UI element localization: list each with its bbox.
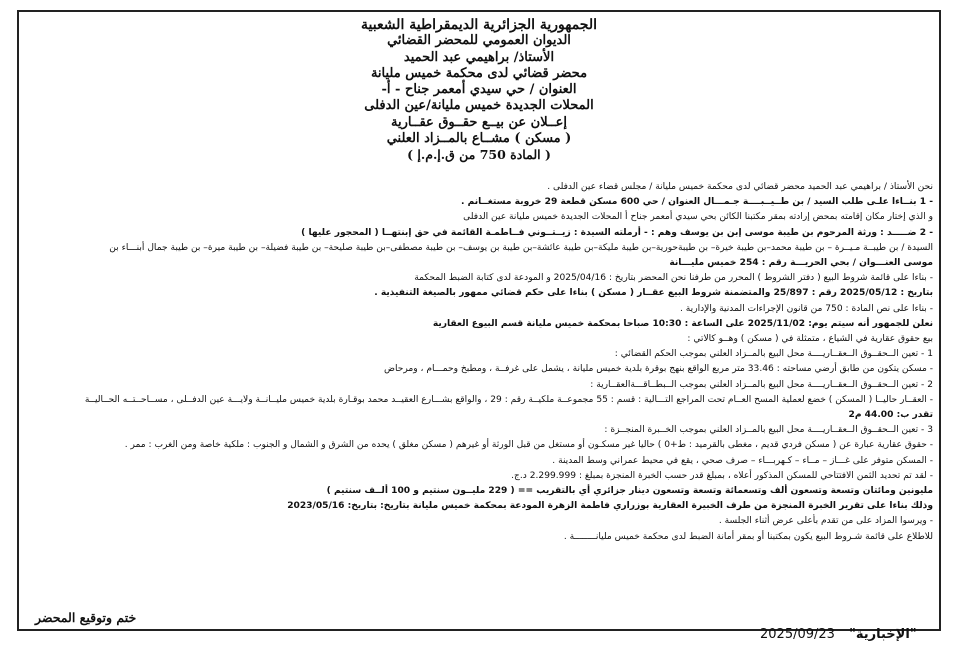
notice-frame <box>17 10 941 631</box>
header-article: ( المادة 750 من ق.إ.م.إ ) <box>407 147 551 163</box>
body-line: بيع حقوق عقارية في الشياع ، متمثلة في ( مسكن ) وهــو كالاتي : <box>687 334 933 345</box>
publication-footer <box>760 627 917 642</box>
header-announcement-subtitle: ( مسكن ) مشــاع بالمــزاد العلني <box>386 131 572 147</box>
body-line: بتاريخ : 2025/05/12 رقم : 25/897 والمتضمنة شروط البيع عقــار ( مسكن ) بناءا على حكم قضائي ممهور بالصيغة التنفيذية . <box>374 288 933 299</box>
body-line: نعلن للجمهور أنه سيتم يوم: 2025/11/02 على الساعة : 10:30 صباحا بمحكمة خميس مليانة قسم البيوع العقارية <box>432 318 933 329</box>
newspaper-name: "الإخبارية" <box>849 627 917 642</box>
body-line: - حقوق عقارية عبارة عن ( مسكن فردي قديم ، مغطى بالقرميد : ط+0 ) حاليا غير مسكـون أو مستغل من قبل الورثة أو غيرهم ( مسكن مغلق ) يحده من الشرق و الشمال و الجنوب : ملكية خاصة ومن الغرب : ممر . <box>124 440 933 451</box>
header-announcement-title: إعــلان عن بيــع حقــوق عقــارية <box>391 114 567 130</box>
header-republic: الجمهورية الجزائرية الديمقراطية الشعبية <box>360 17 597 33</box>
body-line: - بناءا على قائمة شروط البيع ( دفتر الشروط ) المحرر من طرفنا نحن المحضر بتاريخ : 2025/04/16 و المودعة لدى كتابة الضبط المحكمة <box>414 273 933 284</box>
body-line: - ويرسوا المزاد على من تقدم بأعلى عرض أثناء الجلسة . <box>718 516 933 527</box>
notice-body <box>24 180 933 545</box>
notice-header <box>19 17 939 164</box>
body-line: 3 - تعين الــحقــوق الــعقــاريــــة محل البيع بالمــزاد العلني بموجب الخــبرة المنجــزة : <box>604 425 933 436</box>
body-line: - لقد تم تحديد الثمن الافتتاحي للمسكن المذكور أعلاه ، بمبلغ قدر حسب الخبرة المنجزة بمبلغ : 2.299.999 د.ج. <box>511 470 933 481</box>
body-line: - بناءا على نص المادة : 750 من قانون الإجراءات المدنية والإدارية . <box>680 303 933 314</box>
body-line: - العقــار حاليــا ( المسكن ) خضع لعملية المسح العــام تحت المراجع التـــالية : قسم : 55 مجموعــة ملكيــة رقم : 29 ، والواقع بشـــارع العقيــد محمد بوقـارة بلدية خميس مليــانــة ولايـــة عين الدفــلى ، مســاحــتــه الحــاليــة <box>84 394 933 405</box>
header-court: محضر قضائي لدى محكمة خميس مليانة <box>370 65 588 81</box>
body-line: تقدر ب: 44.00 م2 <box>848 410 933 421</box>
body-line: موسى العنـــوان / بحي الحريـــة رقم : 254 خميس مليـــانة <box>669 258 933 269</box>
header-address: العنوان / حي سيدي أمعمر جناح - أ- <box>381 82 577 98</box>
header-address-city: المحلات الجديدة خميس مليانة/عين الدفلى <box>364 98 594 114</box>
body-line: للاطلاع على قائمة شـروط البيع يكون بمكتبنا أو بمقر أمانة الضبط لدى محكمة خميس مليانــــــــة . <box>563 531 933 542</box>
body-line: 2 - تعين الــحقــوق الــعقــاريــــة محل البيع بالمــزاد العلني بموجب الــبطــاقـــةالعقــارية : <box>590 379 933 390</box>
body-line: السيدة / بن طيبــة مـيــرة – بن طيبة محمد–بن طيبة خيرة– بن طيبةحورية–بن طيبة مليكة–بن طيبة عائشة–بن طيبة بن يوسف– بن طيبة مصطفى–بن طيبة صليحة– بن طيبة فضيلة– بن طيبة ميرة– بن طيبة جمال أبنـــاء بن <box>109 242 933 253</box>
body-line: - 2 ضـــــد : ورثة المرحوم بن طيبة موسى إبن بن يوسف وهم : - أرملته السيدة : زيــتــوني فــاطمـة القائمة في حق إبنتهــا ( المحجور عليها ) <box>301 227 933 238</box>
body-line: - المسكن متوفر على غـــاز – مــاء – كـهربـــاء – صرف صحي ، يقع في محيط عمراني وسط المدينة . <box>552 455 933 466</box>
header-office: الديوان العمومي للمحضر القضائي <box>387 33 571 49</box>
header-bailiff-name: الأستاذ/ براهيمي عبد الحميد <box>403 49 555 65</box>
body-line: - مسكن يتكون من طابق أرضي مساحته : 33.46 متر مربع الواقع بنهج بوقرة بلدية خميس مليانة ، يشمل على غرفــة ، ومطبخ وحمـــام ، ومرحاض <box>383 364 933 375</box>
body-line: 1 - تعين الــحقــوق الــعقــاريــــة محل البيع بالمــزاد العلني بموجب الحكم القضائي : <box>614 349 933 360</box>
body-line: - 1 بنــاءا علـى طلب السيد / بن طــيــبــــة جـمـــال العنوان / حي 600 مسكن قطعة 29 خروبة مستغــانم . <box>460 197 933 208</box>
body-line: نحن الأستاذ / براهيمي عبد الحميد محضر قضائي لدى محكمة خميس مليانة / مجلس قضاء عين الدفلى . <box>547 182 933 192</box>
body-line: و الذي إختار مكان إقامته بمحض إرادته بمقر مكتبنا الكائن بحي سيدي أمعمر جناح أ المحلات الجديدة خميس مليانة عين الدفلى <box>463 212 933 223</box>
signature-label: ختم وتوقيع المحضر <box>35 610 137 625</box>
body-line: وذلك بناءا على تقرير الخبرة المنجزة من طرف الخبيرة العقارية بوزراري فاطمة الزهرة المودعة بمحكمة خميس مليانة بتاريخ: بتاريخ: 2023/05/16 <box>287 501 933 512</box>
body-line: مليونين ومائتان وتسعة وتسعون ألف وتسعمائة وتسعة وتسعون دينار جزائري أي بالتقريب == ( 229 مليــون سنتيم و 100 ألــف سنتيم ) <box>326 486 933 497</box>
publication-date: 2025/09/23 <box>760 627 835 642</box>
